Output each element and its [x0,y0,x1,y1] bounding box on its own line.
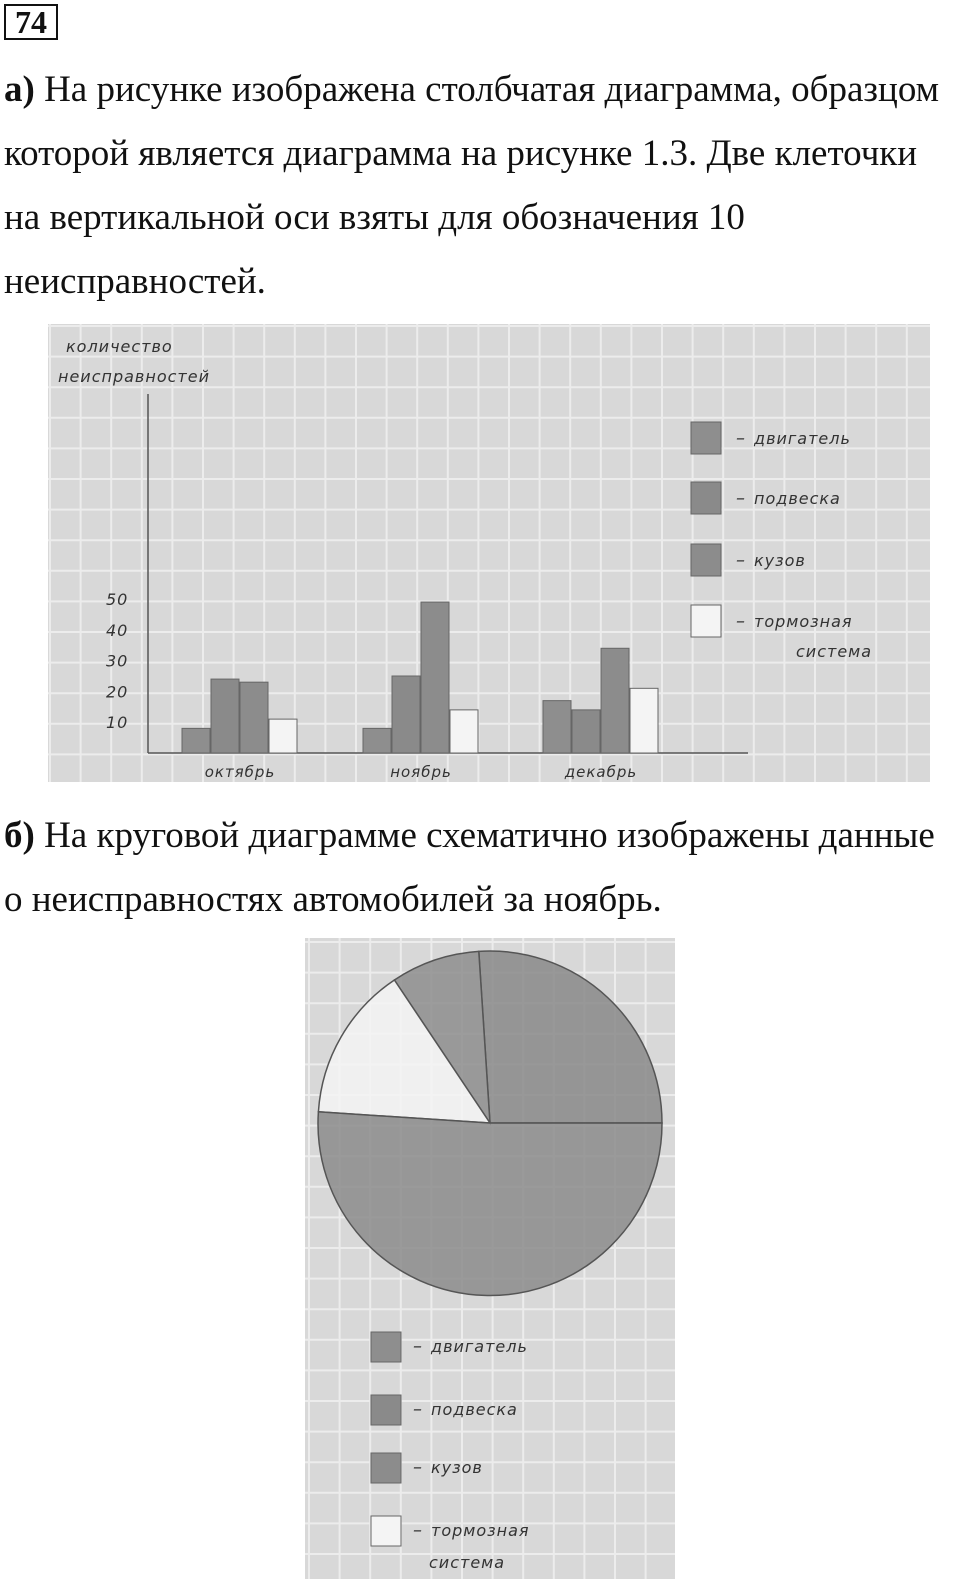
legend-label: двигатель [754,429,851,448]
y-tick-label: 40 [106,620,129,640]
part-a-body: На рисунке изображена столбчатая диаграмма, образцом которой является диаграмма на рисунке 1.3. Две клеточки на вертикальной оси взяты для обозначения 10 неисправностей. [4,69,940,302]
legend-dash: – [413,1457,423,1478]
y-tick-label: 50 [106,590,129,609]
legend-label: кузов [431,1458,483,1477]
legend-swatch [371,1395,401,1425]
bar-1-1 [182,728,210,753]
legend-dash: – [413,1336,423,1357]
legend-dash: – [736,428,746,449]
part-a-marker: а) [4,69,35,110]
legend-label: двигатель [431,1337,528,1356]
y-tick-label: 30 [106,651,129,671]
bar-chart-figure [48,324,930,782]
legend-label: тормозная [754,612,853,631]
y-tick-label: 10 [106,713,129,733]
bar-4-1 [269,719,297,753]
bar-1-3 [543,701,571,753]
bar-3-3 [601,648,629,753]
legend-label-cont: система [796,642,873,661]
legend-swatch [691,422,721,454]
bar-2-2 [392,676,420,753]
part-b-marker: б) [4,815,35,856]
x-tick-label: ноябрь [390,763,452,781]
pie-chart [305,938,675,1579]
legend-swatch [691,605,721,637]
legend-dash: – [413,1399,423,1420]
pie-chart-figure [305,938,675,1579]
legend-label: тормозная [431,1521,530,1540]
pie-slice-2 [479,951,662,1123]
legend-dash: – [736,611,746,632]
bar-2-1 [211,679,239,753]
legend-dash: – [413,1520,423,1541]
legend-swatch [691,544,721,576]
part-b-text [4,804,954,932]
bar-3-1 [240,682,268,753]
bar-1-2 [363,728,391,753]
part-a-text [4,58,954,314]
legend-swatch [371,1516,401,1546]
x-tick-label: октябрь [204,763,276,781]
bar-chart [48,324,930,782]
bar-4-2 [450,710,478,753]
legend-dash: – [736,550,746,571]
legend-label-cont: система [429,1553,506,1572]
legend-dash: – [736,488,746,509]
x-tick-label: декабрь [564,763,638,781]
legend-label: подвеска [431,1400,518,1419]
bar-4-3 [630,688,658,753]
task-number: 74 [4,4,58,40]
part-b-body: На круговой диаграмме схематично изображены данные о неисправностях автомобилей за ноябрь. [4,815,935,920]
bar-2-3 [572,710,600,753]
legend-label: кузов [754,551,806,570]
bar-3-2 [421,602,449,753]
legend-swatch [371,1332,401,1362]
y-axis-title-line1: количество [66,337,173,356]
y-tick-label: 20 [106,682,129,702]
legend-swatch [691,482,721,514]
legend-label: подвеска [754,489,841,508]
y-axis-title-line2: неисправностей [58,367,210,386]
legend-swatch [371,1453,401,1483]
